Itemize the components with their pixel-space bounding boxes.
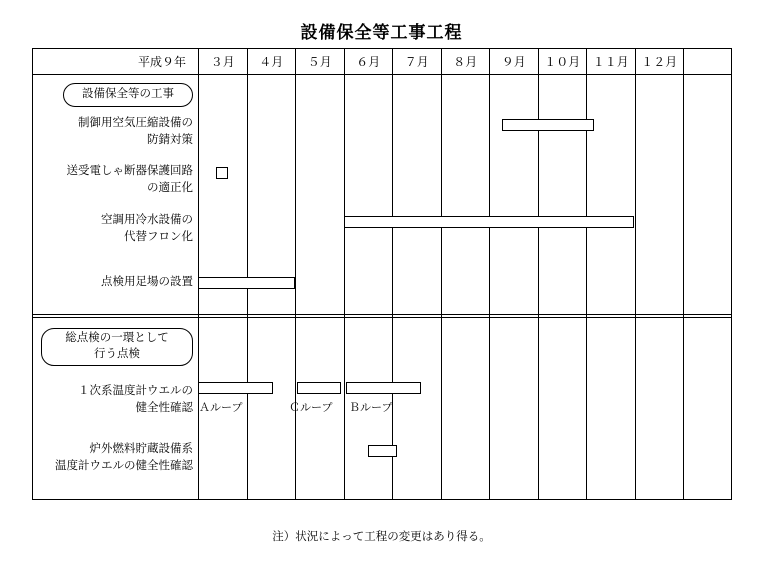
task-label-line1: 制御用空気圧縮設備の [78,117,193,129]
task-label-line2: 健全性確認 [135,402,193,415]
header-month-11: １１月 [586,49,635,75]
group-label-inspection [41,328,193,366]
bar-chilled-water [344,216,634,228]
header-month-5: ５月 [295,49,344,75]
bar-breaker-circuit [216,167,228,179]
grid-line [586,49,587,499]
header-month-8: ８月 [441,49,490,75]
task-label-line2: 代替フロン化 [124,231,193,244]
grid-line [295,49,296,499]
task-label-line2: の適正化 [147,182,193,195]
bar-air-compressor [502,119,594,131]
task-label-line2: 温度計ウエルの健全性確認 [55,460,193,473]
bar-exvessel-thermowell [368,445,397,457]
chart-header-row [33,49,731,75]
task-label-line1: 送受電しゃ断器保護回路 [66,165,193,177]
grid-line [198,49,199,499]
header-month-7: ７月 [392,49,441,75]
header-month-6: ６月 [344,49,393,75]
grid-line [489,49,490,499]
footnote: 注）状況によって工程の変更はあり得る。 [272,531,491,543]
bar-loop-c [297,382,341,394]
group-label-text: 設備保全等の工事 [82,88,174,101]
grid-line [683,49,684,499]
bar-scaffold [198,277,295,289]
bar-note-loop-a: Ａループ [199,402,243,414]
grid-line [538,49,539,499]
header-month-9: ９月 [489,49,538,75]
task-label-air-compressor [41,115,193,150]
task-label-scaffold [41,274,193,291]
header-month-12: １２月 [635,49,684,75]
header-month-10: １０月 [538,49,587,75]
header-month-4: ４月 [247,49,296,75]
section-divider-2 [33,317,731,318]
task-label-line1: 炉外燃料貯蔵設備系 [89,443,193,455]
bar-note-loop-b: Ｂループ [349,402,393,414]
group-label-text-line1: 総点検の一環として [65,332,169,345]
header-month-3: ３月 [198,49,247,75]
task-label-exvessel-thermowell [35,441,193,476]
grid-line [635,49,636,499]
task-label-chilled-water [41,212,193,247]
bar-loop-b [346,382,421,394]
grid-line [344,49,345,499]
grid-line [247,49,248,499]
group-label-text-line2: 行う点検 [94,348,140,360]
section-divider-1 [33,314,731,315]
task-label-line1: １次系温度計ウエルの [78,385,193,397]
task-label-line1: 空調用冷水設備の [101,214,193,226]
task-label-line2: 防錆対策 [147,134,193,147]
task-label-breaker-circuit [41,163,193,198]
task-label-line1: 点検用足場の設置 [101,276,193,288]
task-label-primary-thermowell [41,383,193,418]
bar-note-loop-c: Ｃループ [289,402,333,414]
header-year-label: 平成９年 [137,55,186,69]
page-title: 設備保全等工事工程 [300,23,463,42]
group-label-construction [63,83,193,107]
grid-line [441,49,442,499]
grid-line [392,49,393,499]
gantt-chart [32,48,732,500]
bar-loop-a [198,382,273,394]
